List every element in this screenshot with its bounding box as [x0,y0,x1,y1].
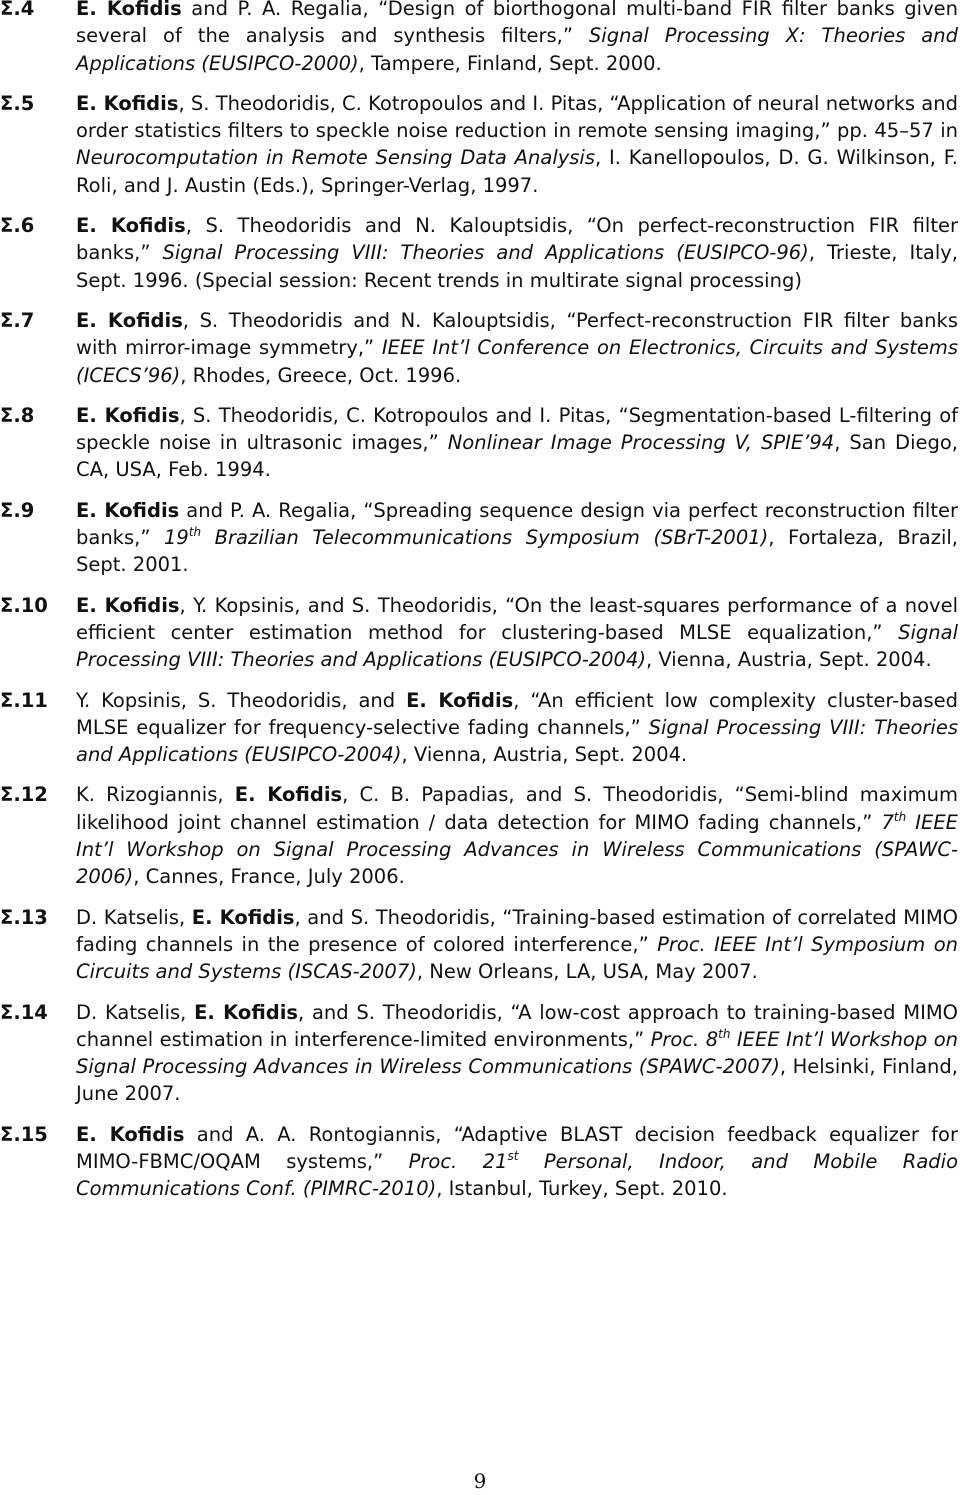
reference-item [0,402,960,484]
reference-number: Σ.13 [0,905,48,929]
reference-text [76,307,958,389]
author-highlight: E. Kofidis [234,783,343,807]
venue-text: IEEE Int’l Conference on Electronics, Circuits and Systems (ICECS’96) [76,336,958,387]
reference-segment: , S. Theodoridis, C. Kotropoulos and I. Pitas, “Segmentation-based L-filtering of speckle noise in ultrasonic images,” [76,403,959,455]
reference-item [0,687,960,769]
author-highlight: E. Kofidis [76,0,182,20]
ordinal-suffix: th [718,1026,731,1041]
author-highlight: E. Kofidis [76,498,180,522]
page-number: 9 [473,1469,487,1493]
reference-segment: , and S. Theodoridis, “A low-cost approach to training-based MIMO channel estimation in interference-limited environments,” [76,1000,958,1051]
reference-segment: , Istanbul, Turkey, Sept. 2010. [436,1177,728,1201]
venue-text: 7 [881,810,894,834]
venue-text: Brazilian Telecommunications Symposium (SBrT-2001) [201,526,769,550]
author-highlight: E. Kofidis [194,1000,299,1024]
reference-segment: D. Katselis, [76,905,192,929]
reference-text [76,999,958,1108]
author-highlight: E. Kofidis [76,308,183,332]
ordinal-suffix: th [188,525,202,540]
reference-segment: K. Rizogiannis, [76,783,235,807]
reference-number: Σ.6 [0,214,35,238]
reference-number: Σ.12 [0,783,48,807]
reference-number: Σ.10 [0,593,48,617]
reference-number: Σ.15 [0,1122,48,1146]
reference-segment: D. Katselis, [76,1000,195,1024]
reference-item [0,1121,960,1203]
author-highlight: E. Kofidis [406,688,514,712]
venue-text: Nonlinear Image Processing V, SPIE’94 [447,431,835,455]
reference-item [0,999,960,1108]
ordinal-suffix: st [507,1148,519,1163]
venue-text: Signal Processing X: Theories and Applications (EUSIPCO-2000) [76,24,958,75]
reference-segment: , Trieste, Italy, Sept. 1996. (Special session: Recent trends in multirate signal processing) [76,241,958,292]
reference-segment: , and S. Theodoridis, “Training-based estimation of correlated MIMO fading channels in the presence of colored interference,” [76,905,958,956]
reference-item [0,307,960,389]
venue-text: Signal Processing VIII: Theories and Applications (EUSIPCO-2004) [76,620,958,672]
reference-segment: , Helsinki, Finland, June 2007. [76,1055,958,1106]
reference-segment: Y. Kopsinis, S. Theodoridis, and [76,688,407,712]
reference-segment: and A. A. Rontogiannis, “Adaptive BLAST decision feedback equalizer for MIMO-FBMC/OQAM systems,” [76,1122,958,1173]
reference-text [76,687,958,769]
reference-number: Σ.14 [0,1000,48,1024]
reference-number: Σ.9 [0,498,35,522]
author-highlight: E. Kofidis [76,1122,185,1146]
venue-text: Proc. 21 [408,1149,508,1173]
reference-number: Σ.5 [0,91,35,115]
reference-segment: , New Orleans, LA, USA, May 2007. [416,960,758,984]
reference-segment: , Fortaleza, Brazil, Sept. 2001. [76,526,959,577]
reference-text [76,402,958,484]
reference-segment: , Cannes, France, July 2006. [133,865,405,889]
reference-segment: , San Diego, CA, USA, Feb. 1994. [76,431,958,482]
reference-segment: , S. Theodoridis and N. Kalouptsidis, “On perfect-reconstruction FIR filter banks,” [76,214,958,265]
reference-segment: , “An efficient low complexity cluster-based MLSE equalizer for frequency-selective fading channels,” [76,688,958,739]
author-highlight: E. Kofidis [76,403,180,427]
venue-text: Signal Processing VIII: Theories and Applications (EUSIPCO-2004) [76,715,958,767]
reference-segment: and P. A. Regalia, “Design of biorthogonal multi-band FIR filter banks given several of the analysis and synthesis filters,” [76,0,958,48]
reference-segment: , S. Theodoridis, C. Kotropoulos and I. Pitas, “Application of neural networks and order statistics filters to speckle noise reduction in remote sensing imaging,” pp. 45–57 in [76,91,958,143]
reference-segment: , S. Theodoridis and N. Kalouptsidis, “Perfect-reconstruction FIR filter banks with mirror-image symmetry,” [76,308,958,360]
venue-text: IEEE Int’l Workshop on Signal Processing Advances in Wireless Communications (SPAWC-2007) [76,1027,958,1079]
reference-number: Σ.11 [0,688,48,712]
reference-item [0,212,960,294]
reference-text [76,904,958,986]
reference-number: Σ.4 [0,0,35,20]
reference-segment: , Y. Kopsinis, and S. Theodoridis, “On the least-squares performance of a novel efficient center estimation method for clustering-based MLSE equalization,” [76,593,958,644]
author-highlight: E. Kofidis [76,91,179,115]
reference-segment: , Vienna, Austria, Sept. 2004. [645,648,932,672]
author-highlight: E. Kofidis [76,593,180,617]
reference-text [76,90,958,199]
reference-text [76,781,958,890]
author-highlight: E. Kofidis [191,905,295,929]
reference-segment: , I. Kanellopoulos, D. G. Wilkinson, F. Roli, and J. Austin (Eds.), Springer-Verlag, 1997. [76,146,958,197]
reference-segment: , Vienna, Austria, Sept. 2004. [401,743,688,767]
reference-text [76,0,958,77]
reference-item [0,0,960,77]
reference-segment: , Rhodes, Greece, Oct. 1996. [180,363,462,387]
venue-text: Personal, Indoor, and Mobile Radio Communications Conf. (PIMRC-2010) [76,1149,959,1201]
venue-text: 19 [163,526,189,550]
reference-text [76,497,958,579]
reference-item [0,90,960,199]
reference-number: Σ.7 [0,308,35,332]
author-highlight: E. Kofidis [76,214,186,238]
venue-text: Proc. IEEE Int’l Symposium on Circuits and Systems (ISCAS-2007) [76,932,958,984]
reference-text [76,212,958,294]
venue-text: Neurocomputation in Remote Sensing Data Analysis [76,146,596,170]
reference-text [76,592,958,674]
reference-item [0,904,960,986]
reference-segment: and P. A. Regalia, “Spreading sequence design via perfect reconstruction filter banks,” [76,498,958,550]
reference-segment: , Tampere, Finland, Sept. 2000. [358,51,662,75]
venue-text: Signal Processing VIII: Theories and Applications (EUSIPCO-96) [162,241,809,265]
reference-item [0,781,960,890]
reference-number: Σ.8 [0,403,35,427]
reference-item [0,592,960,674]
reference-item [0,497,960,579]
venue-text: IEEE Int’l Workshop on Signal Processing Advances in Wireless Communications (SPAWC-2006) [76,810,958,889]
venue-text: Proc. 8 [650,1027,719,1051]
reference-text [76,1121,958,1203]
ordinal-suffix: th [893,809,907,824]
reference-segment: , C. B. Papadias, and S. Theodoridis, “Semi-blind maximum likelihood joint channel estimation / data detection for MIMO fading channels,” [76,783,958,834]
